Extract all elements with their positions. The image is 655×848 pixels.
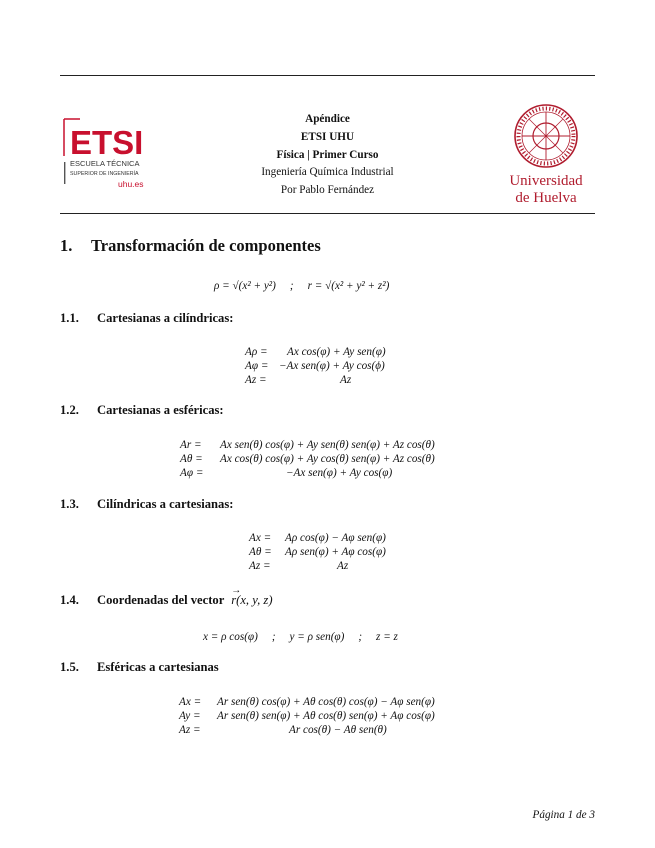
equation-lhs: Aφ = xyxy=(180,467,204,479)
subsection-1-4 xyxy=(60,585,273,608)
equation-rhs: Ax cos(φ) + Ay sen(φ) xyxy=(287,346,386,358)
equation-rhs: Ar cos(θ) − Aθ sen(θ) xyxy=(289,724,387,736)
equation-row xyxy=(245,373,425,387)
section-number: 1. xyxy=(60,236,73,255)
header-author: Por Pablo Fernández xyxy=(280,184,375,197)
header-bottom-rule xyxy=(60,213,595,214)
equation-lhs: Az = xyxy=(179,724,201,736)
equation-block-1-2 xyxy=(180,438,480,480)
etsi-logo-sub2: SUPERIOR DE INGENIERÍA xyxy=(70,171,139,177)
equation-block-1-1 xyxy=(245,345,425,387)
header-info xyxy=(210,111,445,200)
equation-lhs: Ax = xyxy=(249,532,272,544)
header-degree: Ingeniería Química Industrial xyxy=(261,166,394,179)
etsi-logo xyxy=(60,116,168,194)
subsection-title: Cilíndricas a cartesianas: xyxy=(97,497,234,511)
equation-rhs: −Ax sen(φ) + Ay cos(φ) xyxy=(286,467,393,479)
subsection-number: 1.2. xyxy=(60,403,79,417)
vector-r xyxy=(231,585,273,607)
subsection-title: Cartesianas a cilíndricas: xyxy=(97,311,234,325)
subsection-number: 1.1. xyxy=(60,311,79,325)
equation-lhs: Ar = xyxy=(180,439,202,451)
equation-lhs: Aθ = xyxy=(180,453,203,465)
equation-rhs: Ax sen(θ) cos(φ) + Ay sen(θ) sen(φ) + Az cos(θ) xyxy=(220,439,435,451)
subsection-title: Coordenadas del vector xyxy=(97,593,225,607)
section-title: Transformación de componentes xyxy=(91,236,321,255)
section-heading xyxy=(60,236,321,256)
uhu-logo xyxy=(510,100,590,210)
etsi-logo-graphic xyxy=(60,116,168,194)
equation-rhs: Ar sen(θ) sen(φ) + Aθ cos(θ) sen(φ) + Aφ cos(φ) xyxy=(217,710,435,722)
vector-label: r(x, y, z) xyxy=(231,593,273,607)
equation-row xyxy=(179,723,479,737)
equation-lhs: Az = xyxy=(245,374,267,386)
header-school: ETSI UHU xyxy=(300,130,355,143)
etsi-logo-sub3: uhu.es xyxy=(118,179,144,189)
subsection-title: Cartesianas a esféricas: xyxy=(97,403,224,417)
equation-row xyxy=(249,531,419,545)
subsection-1-3 xyxy=(60,497,233,512)
uhu-logo-line1: Universidad xyxy=(510,173,583,189)
equation-lhs: Aρ = xyxy=(245,346,268,358)
equation-lhs: Az = xyxy=(249,560,271,572)
subsection-number: 1.3. xyxy=(60,497,79,511)
subsection-1-1 xyxy=(60,311,233,326)
header-appendix: Apéndice xyxy=(305,113,350,125)
subsection-1-2 xyxy=(60,403,224,418)
equation-row xyxy=(180,438,480,452)
uhu-logo-line2: de Huelva xyxy=(515,190,577,206)
equation-row xyxy=(249,545,419,559)
coordinates-equation: x = ρ cos(φ) ; y = ρ sen(φ) ; z = z xyxy=(203,631,398,643)
equation-row xyxy=(179,695,479,709)
equation-lhs: Ax = xyxy=(179,696,202,708)
subsection-number: 1.5. xyxy=(60,660,79,674)
subsection-title: Esféricas a cartesianas xyxy=(97,660,219,674)
equation-row xyxy=(249,559,419,573)
intro-equation: ρ = √(x² + y²) ; r = √(x² + y² + z²) xyxy=(214,280,390,292)
subsection-1-5 xyxy=(60,660,219,675)
equation-row xyxy=(179,709,479,723)
equation-lhs: Aθ = xyxy=(249,546,272,558)
uhu-seal-icon xyxy=(510,100,590,210)
etsi-logo-sub1: ESCUELA TÉCNICA xyxy=(70,159,140,168)
equation-lhs: Ay = xyxy=(179,710,201,722)
etsi-logo-text: ETSI xyxy=(70,124,144,161)
subsection-number: 1.4. xyxy=(60,593,79,607)
equation-rhs: −Ax sen(φ) + Ay cos(ϕ) xyxy=(279,360,385,372)
top-rule xyxy=(60,75,595,76)
equation-lhs: Aφ = xyxy=(245,360,269,372)
equation-row xyxy=(180,466,480,480)
equation-rhs: Ar sen(θ) cos(φ) + Aθ cos(θ) cos(φ) − Aφ sen(φ) xyxy=(217,696,435,708)
equation-rhs: Aρ cos(φ) − Aφ sen(φ) xyxy=(285,532,386,544)
equation-row xyxy=(180,452,480,466)
equation-rhs: Az xyxy=(340,374,352,386)
equation-block-1-3 xyxy=(249,531,419,573)
equation-rhs: Aρ sen(φ) + Aφ cos(φ) xyxy=(285,546,386,558)
equation-row xyxy=(245,345,425,359)
header-course: Física | Primer Curso xyxy=(276,148,379,161)
page-number: Página 1 de 3 xyxy=(532,809,595,821)
vector-arrow-icon: → xyxy=(231,585,242,596)
equation-block-1-5 xyxy=(179,695,479,737)
equation-rhs: Ax cos(θ) cos(φ) + Ay cos(θ) sen(φ) + Az cos(θ) xyxy=(220,453,435,465)
equation-rhs: Az xyxy=(337,560,349,572)
equation-row xyxy=(245,359,425,373)
